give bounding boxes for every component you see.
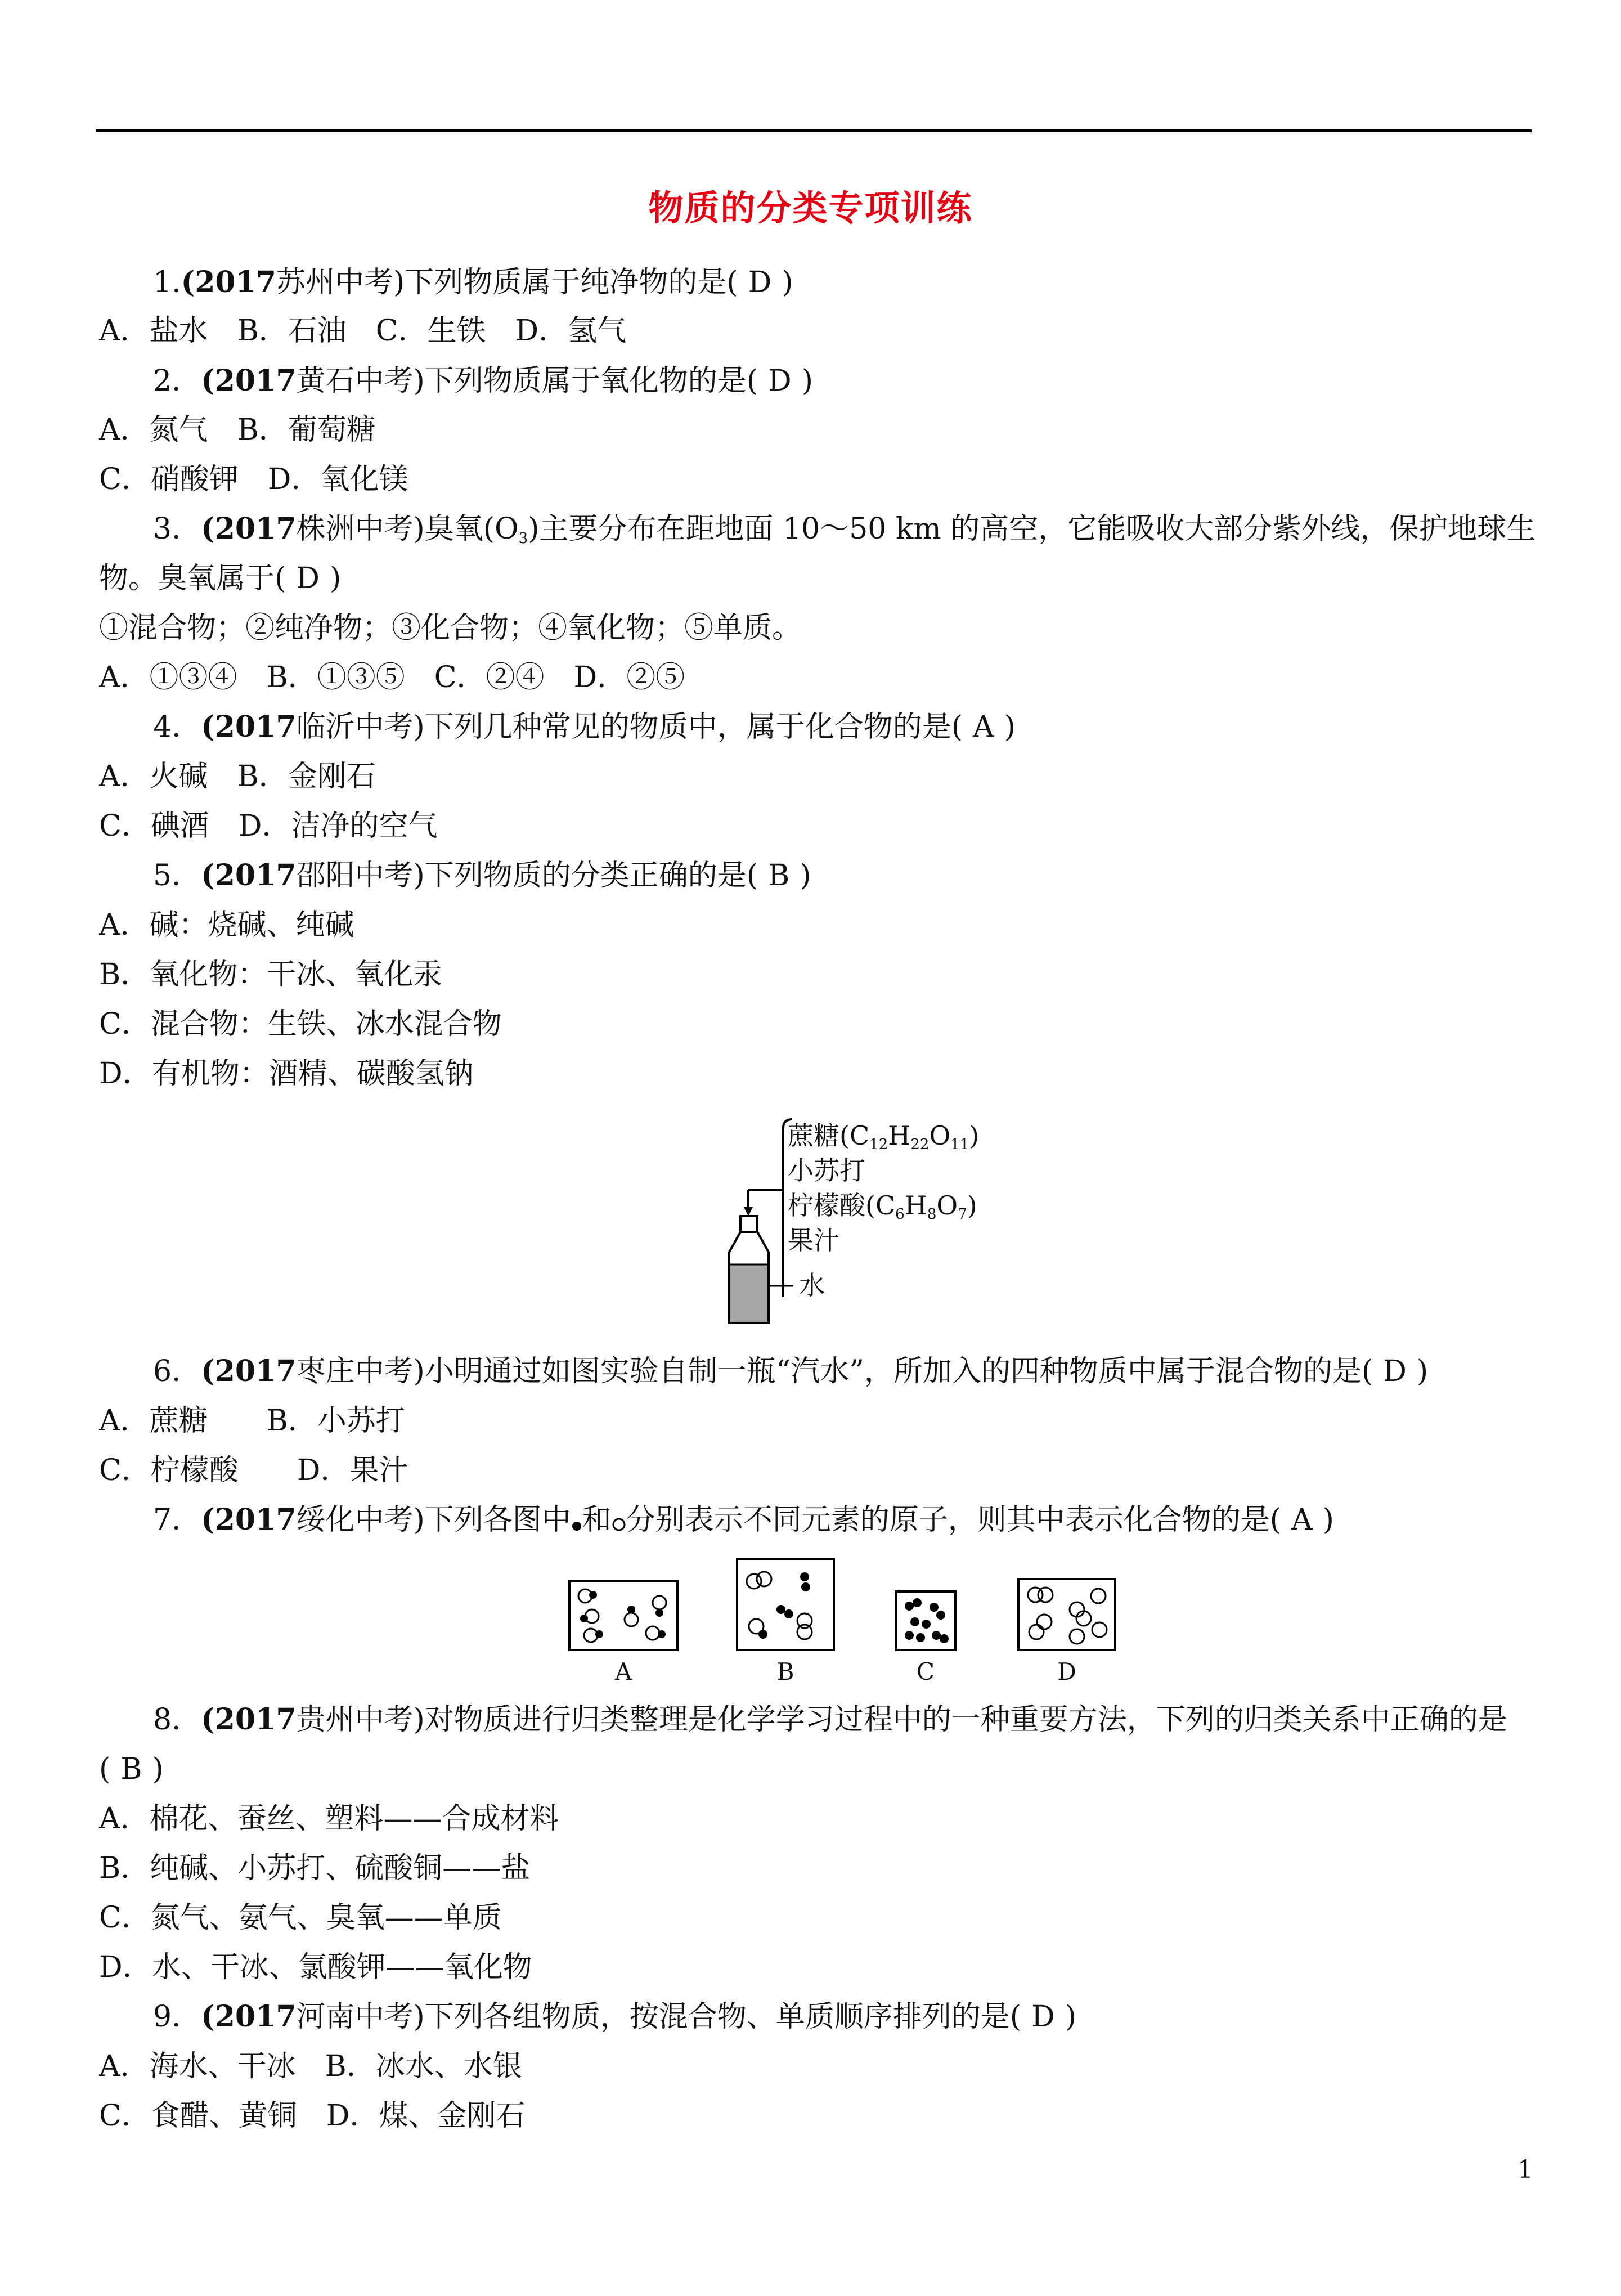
answer: D bbox=[1383, 1355, 1407, 1388]
atom-diagram-d bbox=[1017, 1578, 1116, 1651]
filled-atom-icon bbox=[571, 1521, 582, 1532]
atom-diagram-a bbox=[568, 1580, 679, 1651]
options-line: D．有机物：酒精、碳酸氢钠 bbox=[99, 1057, 474, 1091]
options-line: A．棉花、蚕丝、塑料——合成材料 bbox=[99, 1802, 559, 1836]
atom-diagram-b bbox=[736, 1558, 835, 1651]
bottle-label-citric-acid: 柠檬酸$(C_6H_8O_7)$ bbox=[788, 1190, 977, 1223]
options-line: C．混合物：生铁、冰水混合物 bbox=[99, 1007, 502, 1041]
question-3: 3．(2017株洲中考)臭氧$(O_3)$主要分布在距地面 10～50 km 的高空，它能吸收大部分紫外线，保护地球生 bbox=[153, 512, 1536, 547]
options-line: A．海水、干冰 B．冰水、水银 bbox=[99, 2050, 522, 2083]
top-rule bbox=[96, 129, 1532, 132]
diagram-label-d: D bbox=[1057, 1658, 1076, 1685]
question-9: 9．(2017河南中考)下列各组物质，按混合物、单质顺序排列的是( D ) bbox=[153, 1999, 1077, 2034]
options-line: C．碘酒 D．洁净的空气 bbox=[99, 809, 438, 843]
atom-diagram-c bbox=[895, 1590, 957, 1651]
options-line: D．水、干冰、氯酸钾——氧化物 bbox=[99, 1950, 532, 1984]
question-5: 5．(2017邵阳中考)下列物质的分类正确的是( B ) bbox=[153, 858, 811, 893]
options-line: A．氮气 B．葡萄糖 bbox=[99, 413, 376, 447]
options-line: B．纯碱、小苏打、硫酸铜——盐 bbox=[99, 1851, 531, 1885]
options-line: A．①③④ B．①③⑤ C．②④ D．②⑤ bbox=[99, 661, 685, 694]
answer: D bbox=[768, 364, 792, 398]
page-number: 1 bbox=[1517, 2155, 1533, 2184]
question-1: 1.(2017苏州中考)下列物质属于纯净物的是( D ) bbox=[153, 265, 793, 299]
answer: A bbox=[973, 710, 994, 744]
options-line: ①混合物；②纯净物；③化合物；④氧化物；⑤单质。 bbox=[99, 611, 802, 645]
bottle-label-baking-soda: 小苏打 bbox=[788, 1155, 865, 1186]
question-8: 8．(2017贵州中考)对物质进行归类整理是化学学习过程中的一种重要方法，下列的归类关系中正确的是 bbox=[153, 1702, 1507, 1737]
bottle-label-sucrose: 蔗糖$(C_{12}H_{22}O_{11})$ bbox=[788, 1120, 980, 1153]
diagram-label-b: B bbox=[776, 1658, 794, 1685]
question-2: 2．(2017黄石中考)下列物质属于氧化物的是( D ) bbox=[153, 364, 814, 398]
page-title: 物质的分类专项训练 bbox=[648, 187, 973, 228]
options-line: A．碱：烧碱、纯碱 bbox=[99, 908, 354, 942]
answer: B bbox=[768, 859, 790, 893]
question-4: 4．(2017临沂中考)下列几种常见的物质中，属于化合物的是( A ) bbox=[153, 710, 1016, 744]
question-8-continued: ( B ) bbox=[99, 1752, 164, 1786]
options-line: A．火碱 B．金刚石 bbox=[99, 760, 376, 793]
options-line: C．硝酸钾 D．氧化镁 bbox=[99, 463, 408, 496]
question-source: (2017 bbox=[181, 265, 276, 299]
bottle-label-water: 水 bbox=[799, 1270, 825, 1301]
question-6: 6．(2017枣庄中考)小明通过如图实验自制一瓶“汽水”，所加入的四种物质中属于混合物的是( D ) bbox=[153, 1354, 1429, 1388]
options-line: C．氮气、氨气、臭氧——单质 bbox=[99, 1901, 502, 1935]
answer: B bbox=[120, 1752, 142, 1786]
answer: D bbox=[296, 562, 320, 595]
options-line: A．盐水 B．石油 C．生铁 D．氢气 bbox=[99, 314, 627, 348]
diagram-label-a: A bbox=[614, 1658, 632, 1685]
answer: D bbox=[1031, 2000, 1055, 2034]
answer: A bbox=[1291, 1503, 1313, 1537]
question-number: 1. bbox=[153, 266, 181, 299]
options-line: C．柠檬酸 D．果汁 bbox=[99, 1454, 408, 1487]
question-7: 7．(2017绥化中考)下列各图中 和 分别表示不同元素的原子，则其中表示化合物的是( A ) bbox=[153, 1503, 1334, 1537]
question-3-continued: 物。臭氧属于( D ) bbox=[99, 562, 342, 595]
hollow-atom-icon bbox=[612, 1517, 626, 1532]
options-line: C．食醋、黄铜 D．煤、金刚石 bbox=[99, 2099, 526, 2133]
options-line: A．蔗糖 B．小苏打 bbox=[99, 1404, 405, 1438]
answer: D bbox=[748, 266, 772, 299]
bottle-label-juice: 果汁 bbox=[788, 1225, 839, 1255]
options-line: B．氧化物：干冰、氧化汞 bbox=[99, 958, 443, 992]
diagram-label-c: C bbox=[916, 1658, 935, 1685]
